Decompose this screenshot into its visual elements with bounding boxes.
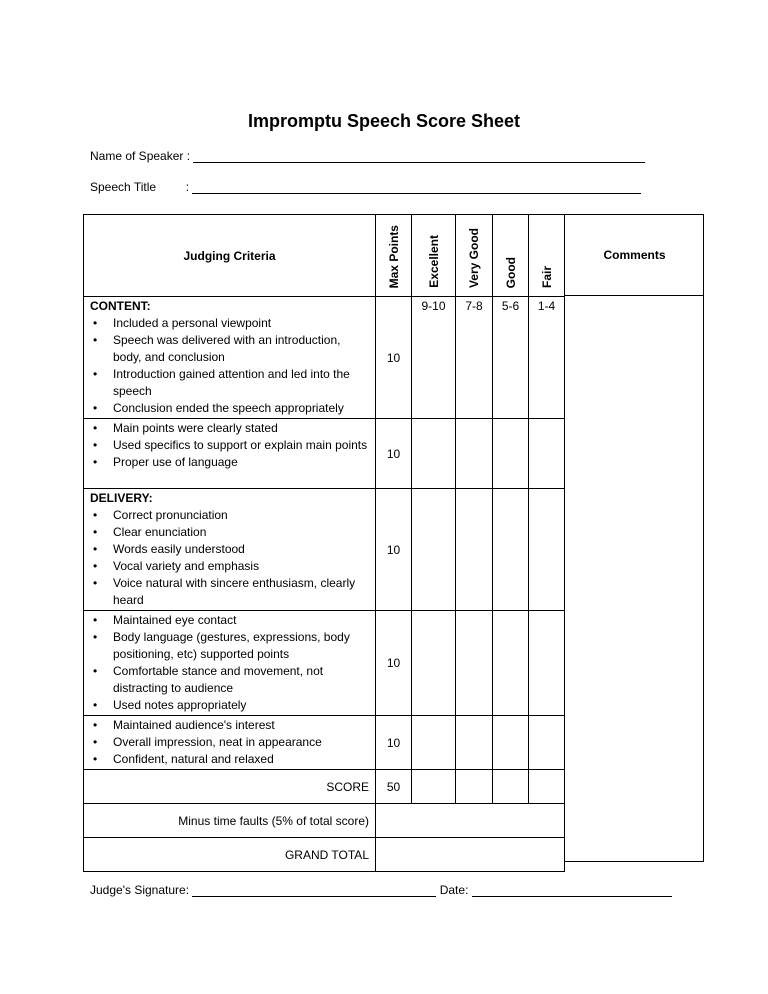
score-cell[interactable] [456,716,493,770]
score-cell[interactable] [412,419,456,489]
table-row [84,489,565,611]
max-points-value: 10 [376,611,412,716]
signature-label: Judge's Signature: [90,883,190,897]
criteria-item: • Maintained audience's interest [90,717,369,734]
signature-row [90,883,672,897]
speaker-name-label: Name of Speaker : [90,149,191,163]
table-row [84,297,565,419]
criteria-item: • Used notes appropriately [90,697,369,714]
speech-title-line[interactable] [192,182,641,194]
criteria-item: • Maintained eye contact [90,612,369,629]
speaker-name-line[interactable] [193,151,645,163]
excellent-range[interactable]: 9-10 [412,297,456,419]
score-row [84,770,565,804]
table-row [84,611,565,716]
criteria-cell [84,716,376,770]
criteria-item: • Included a personal viewpoint [90,315,369,332]
score-cell[interactable] [493,489,529,611]
criteria-cell [84,419,376,489]
score-cell[interactable] [412,770,456,804]
good-range[interactable]: 5-6 [493,297,529,419]
speech-title-field[interactable] [90,180,641,194]
criteria-item: • Used specifics to support or explain main points [90,437,369,454]
score-table [83,214,565,872]
table-row [84,419,565,489]
date-label: Date: [439,883,469,897]
score-cell[interactable] [529,489,565,611]
very-good-range[interactable]: 7-8 [456,297,493,419]
score-cell[interactable] [412,611,456,716]
criteria-item: • Words easily understood [90,541,369,558]
score-cell[interactable] [529,611,565,716]
score-cell[interactable] [456,419,493,489]
score-cell[interactable] [456,770,493,804]
max-points-value: 10 [376,716,412,770]
criteria-item: • Introduction gained attention and led into the speech [90,366,369,400]
criteria-item: • Conclusion ended the speech appropriately [90,400,369,417]
excellent-header: Excellent [412,215,456,297]
score-max-total: 50 [376,770,412,804]
fair-header: Fair [529,215,565,297]
grand-total-row [84,838,565,872]
score-cell[interactable] [529,716,565,770]
criteria-cell [84,297,376,419]
score-cell[interactable] [529,419,565,489]
fair-range[interactable]: 1-4 [529,297,565,419]
time-faults-row [84,804,565,838]
score-cell[interactable] [456,611,493,716]
table-row [84,716,565,770]
section-heading: DELIVERY: [90,491,153,505]
score-cell[interactable] [412,716,456,770]
score-cell[interactable] [493,419,529,489]
document-title: Impromptu Speech Score Sheet [247,111,521,131]
criteria-item: • Proper use of language [90,454,369,471]
judging-criteria-header: Judging Criteria [84,215,376,297]
very-good-header: Very Good [456,215,493,297]
max-points-value: 10 [376,297,412,419]
criteria-item: • Vocal variety and emphasis [90,558,369,575]
criteria-item: • Confident, natural and relaxed [90,751,369,768]
signature-line[interactable] [192,885,436,897]
speech-title-label: Speech Title [90,180,157,194]
score-cell[interactable] [493,716,529,770]
score-label: SCORE [84,770,376,804]
speech-title-colon: : [185,180,190,194]
criteria-item: • Clear enunciation [90,524,369,541]
max-points-header: Max Points [376,215,412,297]
speaker-name-field[interactable] [90,149,645,163]
criteria-cell [84,611,376,716]
time-faults-value[interactable] [376,804,565,838]
score-cell[interactable] [493,770,529,804]
header-row [84,215,565,297]
criteria-item: • Correct pronunciation [90,507,369,524]
score-cell[interactable] [493,611,529,716]
comments-header: Comments [565,215,704,296]
score-cell[interactable] [412,489,456,611]
section-heading: CONTENT: [90,299,151,313]
criteria-cell [84,489,376,611]
grand-total-label: GRAND TOTAL [84,838,376,872]
max-points-value: 10 [376,489,412,611]
criteria-item: • Voice natural with sincere enthusiasm, clearly heard [90,575,369,609]
comments-column[interactable] [565,214,704,862]
score-cell[interactable] [456,489,493,611]
criteria-item: • Overall impression, neat in appearance [90,734,369,751]
criteria-item: • Comfortable stance and movement, not distracting to audience [90,663,369,697]
score-cell[interactable] [529,770,565,804]
criteria-item: • Speech was delivered with an introduction, body, and conclusion [90,332,369,366]
date-line[interactable] [472,885,672,897]
good-header: Good [493,215,529,297]
grand-total-value[interactable] [376,838,565,872]
criteria-item: • Main points were clearly stated [90,420,369,437]
max-points-value: 10 [376,419,412,489]
criteria-item: • Body language (gestures, expressions, body positioning, etc) supported points [90,629,369,663]
time-faults-label: Minus time faults (5% of total score) [84,804,376,838]
